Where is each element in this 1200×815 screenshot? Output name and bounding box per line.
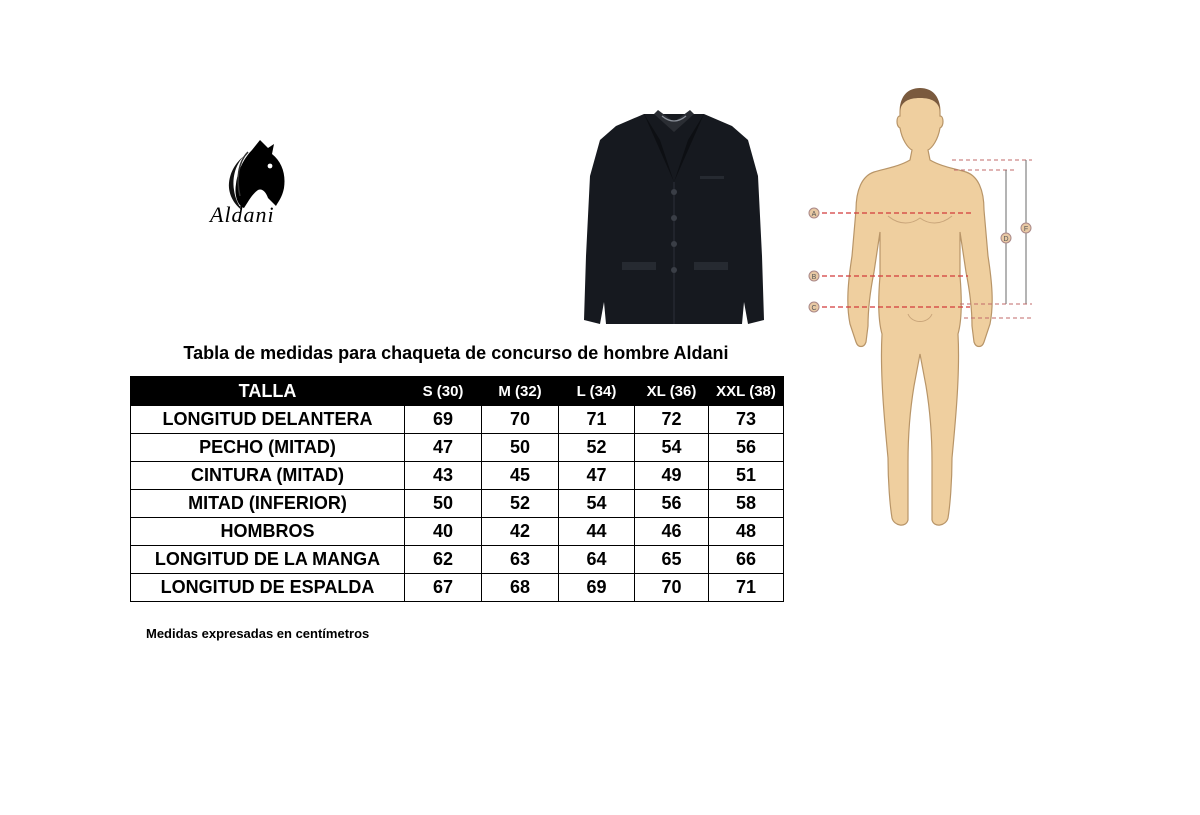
table-row [131, 490, 784, 518]
row-label: LONGITUD DE LA MANGA [131, 546, 405, 574]
row-label: PECHO (MITAD) [131, 434, 405, 462]
table-cell: 50 [482, 434, 559, 462]
table-cell: 70 [635, 574, 709, 602]
row-label: HOMBROS [131, 518, 405, 546]
row-label: LONGITUD DELANTERA [131, 406, 405, 434]
table-cell: 40 [405, 518, 482, 546]
marker-c: C [811, 305, 817, 312]
table-cell: 50 [405, 490, 482, 518]
brand-wordmark: Aldani [210, 202, 275, 227]
table-cell: 42 [482, 518, 559, 546]
table-cell: 65 [635, 546, 709, 574]
table-cell: 71 [559, 406, 635, 434]
table-cell: 54 [559, 490, 635, 518]
table-row [131, 434, 784, 462]
units-note: Medidas expresadas en centímetros [146, 626, 370, 641]
header-cell: XXL (38) [709, 377, 784, 406]
table-cell: 69 [405, 406, 482, 434]
table-row [131, 574, 784, 602]
header-cell: S (30) [405, 377, 482, 406]
header-cell: L (34) [559, 377, 635, 406]
table-cell: 52 [482, 490, 559, 518]
table-cell: 49 [635, 462, 709, 490]
table-cell: 44 [559, 518, 635, 546]
table-cell: 47 [405, 434, 482, 462]
header-row [131, 377, 784, 406]
table-cell: 71 [709, 574, 784, 602]
marker-b: B [811, 274, 817, 281]
table-cell: 46 [635, 518, 709, 546]
table-cell: 73 [709, 406, 784, 434]
table-cell: 69 [559, 574, 635, 602]
table-row [131, 406, 784, 434]
jacket-image [582, 106, 766, 328]
row-label: MITAD (INFERIOR) [131, 490, 405, 518]
table-cell: 66 [709, 546, 784, 574]
row-label: LONGITUD DE ESPALDA [131, 574, 405, 602]
table-cell: 72 [635, 406, 709, 434]
header-cell: M (32) [482, 377, 559, 406]
table-cell: 63 [482, 546, 559, 574]
table-cell: 56 [635, 490, 709, 518]
body-measurement-diagram [804, 86, 1036, 532]
table-cell: 47 [559, 462, 635, 490]
table-cell: 68 [482, 574, 559, 602]
table-row [131, 546, 784, 574]
header-cell: TALLA [131, 377, 405, 406]
table-cell: 48 [709, 518, 784, 546]
marker-d: D [1003, 236, 1009, 243]
table-cell: 54 [635, 434, 709, 462]
chart-title: Tabla de medidas para chaqueta de concurso de hombre Aldani [183, 343, 729, 363]
table-cell: 58 [709, 490, 784, 518]
table-cell: 52 [559, 434, 635, 462]
table-cell: 56 [709, 434, 784, 462]
size-chart-table [130, 376, 784, 602]
table-cell: 67 [405, 574, 482, 602]
table-row [131, 462, 784, 490]
table-cell: 45 [482, 462, 559, 490]
header-cell: XL (36) [635, 377, 709, 406]
row-label: CINTURA (MITAD) [131, 462, 405, 490]
marker-a: A [811, 211, 817, 218]
table-row [131, 518, 784, 546]
table-cell: 62 [405, 546, 482, 574]
marker-f: F [1023, 226, 1029, 233]
table-cell: 70 [482, 406, 559, 434]
table-cell: 51 [709, 462, 784, 490]
table-cell: 64 [559, 546, 635, 574]
table-cell: 43 [405, 462, 482, 490]
